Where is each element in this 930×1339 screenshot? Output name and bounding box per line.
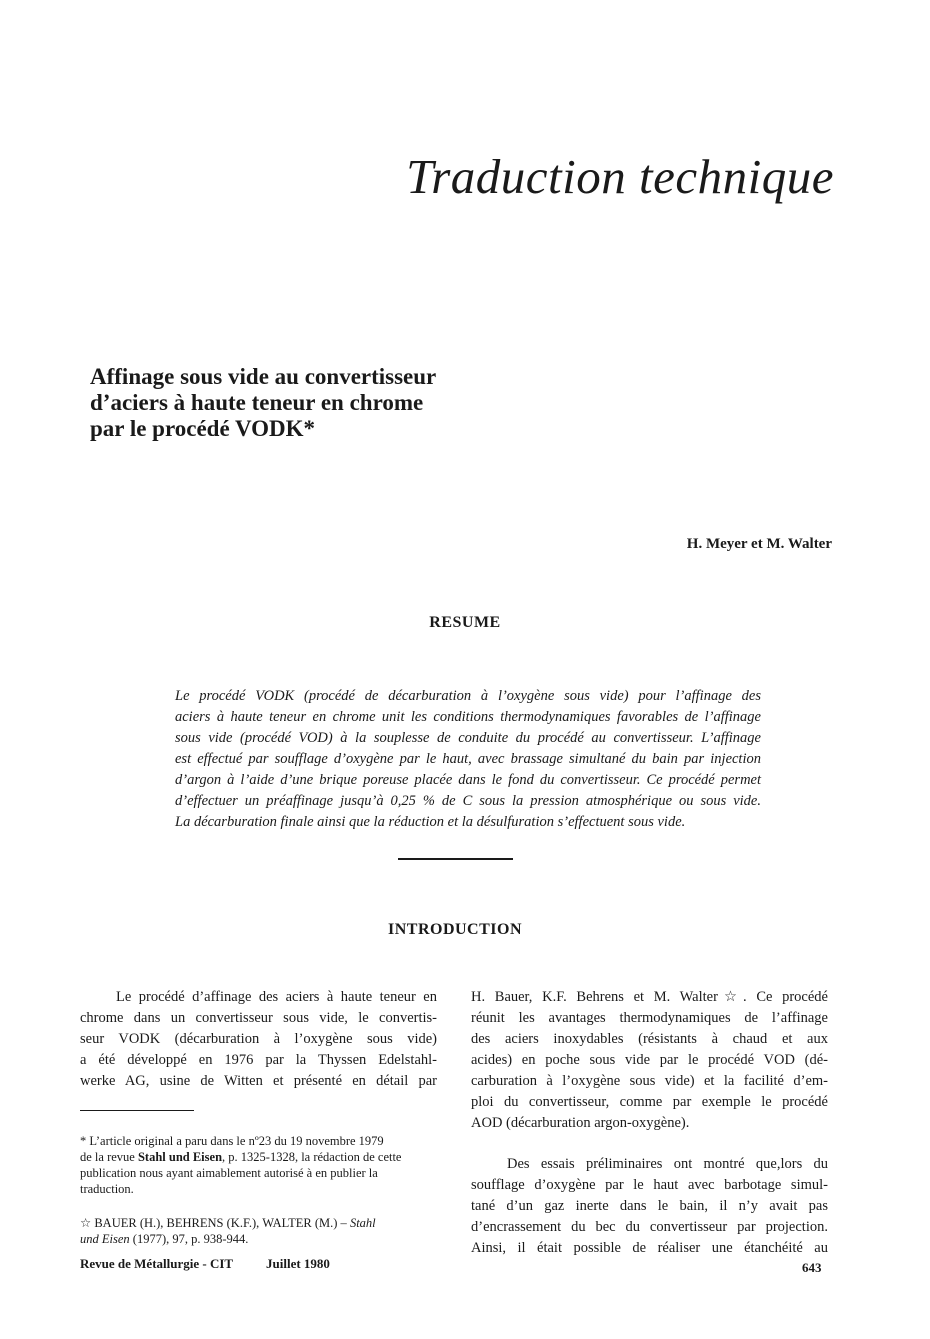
abstract-line: sous vide (procédé VOD) à la souplesse de conduite du procédé au convertisseur. L’affinage	[175, 730, 761, 746]
body-line: acides) en poche sous vide par le procédé VOD (dé-	[471, 1052, 828, 1068]
footer-date: Juillet 1980	[266, 1256, 330, 1271]
body-line: carburation à l’oxygène sous vide) et la facilité d’em-	[471, 1073, 828, 1089]
footnote-line: traduction.	[80, 1182, 134, 1196]
footnote-text: , p. 1325-1328, la rédaction de cette	[222, 1150, 402, 1164]
body-line: chrome dans un convertisseur sous vide, le convertis-	[80, 1010, 437, 1026]
page-number: 643	[802, 1260, 822, 1275]
journal-name: Stahl	[349, 1216, 376, 1230]
abstract	[175, 686, 761, 833]
body-line: seur VODK (décarburation à l’oxygène sous vide)	[80, 1031, 437, 1047]
footnote-line	[80, 1149, 437, 1165]
body-line: ploi du convertisseur, comme par exemple le procédé	[471, 1094, 828, 1110]
body-line: réunit les avantages thermodynamiques de l’affinage	[471, 1010, 828, 1026]
footnote-text: (1977), 97, p. 938-944.	[129, 1232, 249, 1246]
paragraph-gap	[471, 1134, 828, 1154]
intro-left-column	[80, 987, 437, 1092]
article-title	[90, 364, 550, 442]
abstract-line: d’argon à l’aide d’une brique poreuse placée dans le fond du convertisseur. Ce procédé permet	[175, 772, 761, 788]
body-line: werke AG, usine de Witten et présenté en détail par	[80, 1073, 437, 1089]
body-line: a été développé en 1976 par la Thyssen Edelstahl-	[80, 1052, 437, 1068]
abstract-line: La décarburation finale ainsi que la réduction et la désulfuration s’effectuent sous vide.	[175, 814, 686, 830]
footer-journal: Revue de Métallurgie - CIT	[80, 1256, 234, 1271]
body-line: d’encrassement du bec du convertisseur par projection.	[471, 1219, 828, 1235]
intro-right-column	[471, 987, 828, 1259]
footnote-text: de la revue	[80, 1150, 138, 1164]
footnotes	[80, 1133, 437, 1247]
body-line: des aciers inoxydables (résistants à chaud et aux	[471, 1031, 828, 1047]
body-line: Des essais préliminaires ont montré que,lors du	[507, 1156, 828, 1172]
journal-name: Stahl und Eisen	[137, 1150, 223, 1164]
journal-name: und Eisen	[80, 1232, 130, 1246]
article-title-line: d’aciers à haute teneur en chrome	[90, 390, 424, 415]
footnote-line	[80, 1215, 437, 1231]
abstract-line: aciers à haute teneur en chrome unit les conditions thermodynamiques favorables de l’affinage	[175, 709, 761, 725]
footnote-line	[80, 1231, 437, 1247]
footnote-text: ☆ BAUER (H.), BEHRENS (K.F.), WALTER (M.) –	[80, 1216, 350, 1230]
abstract-line: d’effectuer un préaffinage jusqu’à 0,25 % de C sous la pression atmosphérique ou sous vide.	[175, 793, 761, 809]
article-title-line: Affinage sous vide au convertisseur	[90, 364, 437, 389]
body-line: soufflage d’oxygène par le haut avec barbotage simul-	[471, 1177, 828, 1193]
footnote-rule	[80, 1110, 194, 1111]
abstract-line: Le procédé VODK (procédé de décarburation à l’oxygène sous vide) pour l’affinage des	[175, 688, 761, 704]
resume-heading: RESUME	[429, 614, 501, 631]
body-line: Le procédé d’affinage des aciers à haute teneur en	[116, 989, 437, 1005]
body-line: AOD (décarburation argon-oxygène).	[471, 1115, 690, 1131]
section-title: Traduction technique	[406, 149, 834, 204]
footnote-line: * L’article original a paru dans le nº23 du 19 novembre 1979	[80, 1134, 384, 1148]
body-line: H. Bauer, K.F. Behrens et M. Walter☆. Ce procédé	[471, 989, 828, 1005]
introduction-heading: INTRODUCTION	[387, 921, 522, 938]
footnote-line: publication nous ayant aimablement autorisé à en publier la	[80, 1166, 378, 1180]
body-line: tané d’un gaz inerte dans le bain, il n’y avait pas	[471, 1198, 828, 1214]
section-divider	[398, 858, 513, 860]
footnote-gap	[80, 1197, 437, 1215]
abstract-line: est effectué par soufflage d’oxygène par le haut, avec brassage simultané du bain par injection	[175, 751, 761, 767]
article-title-line: par le procédé VODK*	[90, 416, 316, 441]
authors: H. Meyer et M. Walter	[686, 536, 832, 552]
body-line: Ainsi, il était possible de réaliser une étanchéité au	[471, 1240, 828, 1256]
